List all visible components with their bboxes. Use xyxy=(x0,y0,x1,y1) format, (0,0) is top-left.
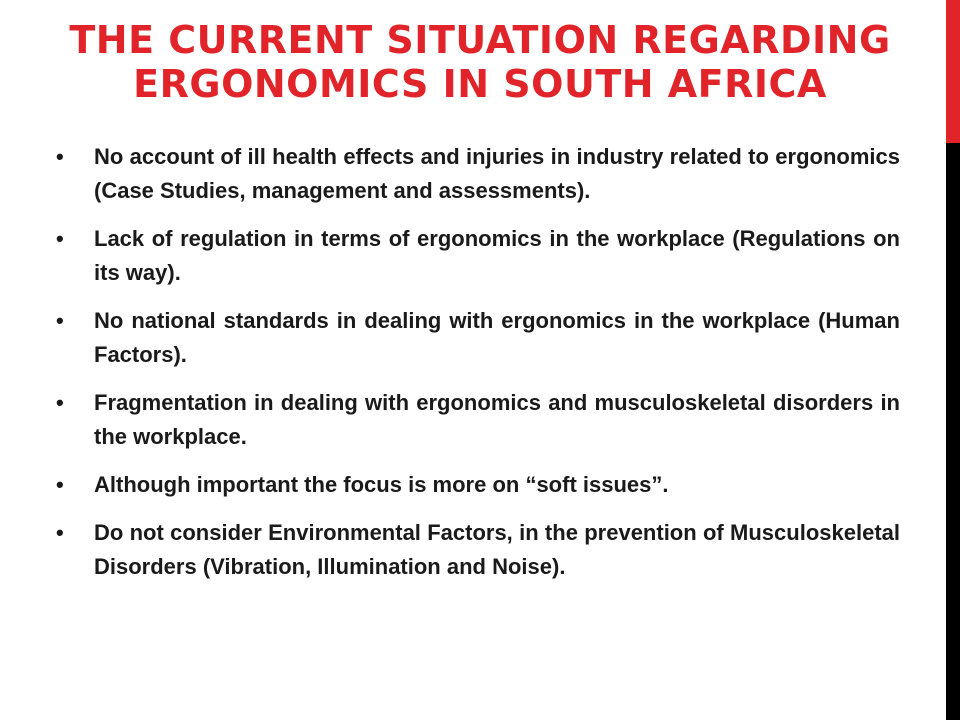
edge-accent-bar xyxy=(946,0,960,143)
bullet-text: No account of ill health effects and injuries in industry related to ergonomics (Case Studies, management and assessments). xyxy=(94,144,900,203)
bullet-item xyxy=(52,304,900,372)
bullet-text: No national standards in dealing with ergonomics in the workplace (Human Factors). xyxy=(94,308,900,367)
bullet-text: Lack of regulation in terms of ergonomics in the workplace (Regulations on its way). xyxy=(94,226,900,285)
bullet-text: Do not consider Environmental Factors, in the prevention of Musculoskeletal Disorders (Vibration, Illumination and Noise). xyxy=(94,520,900,579)
bullet-list xyxy=(52,140,900,598)
edge-black-bar xyxy=(946,143,960,720)
bullet-item xyxy=(52,468,900,502)
bullet-item xyxy=(52,386,900,454)
bullet-text: Although important the focus is more on “soft issues”. xyxy=(94,472,669,497)
bullet-dot-icon: • xyxy=(56,308,64,333)
bullet-dot-icon: • xyxy=(56,226,64,251)
bullet-dot-icon: • xyxy=(56,144,64,169)
bullet-dot-icon: • xyxy=(56,472,64,497)
bullet-text: Fragmentation in dealing with ergonomics and musculoskeletal disorders in the workplace. xyxy=(94,390,900,449)
bullet-item xyxy=(52,516,900,584)
bullet-item xyxy=(52,222,900,290)
bullet-dot-icon: • xyxy=(56,390,64,415)
bullet-item xyxy=(52,140,900,208)
slide-title: THE CURRENT SITUATION REGARDING ERGONOMICS IN SOUTH AFRICA xyxy=(69,18,891,106)
bullet-dot-icon: • xyxy=(56,520,64,545)
